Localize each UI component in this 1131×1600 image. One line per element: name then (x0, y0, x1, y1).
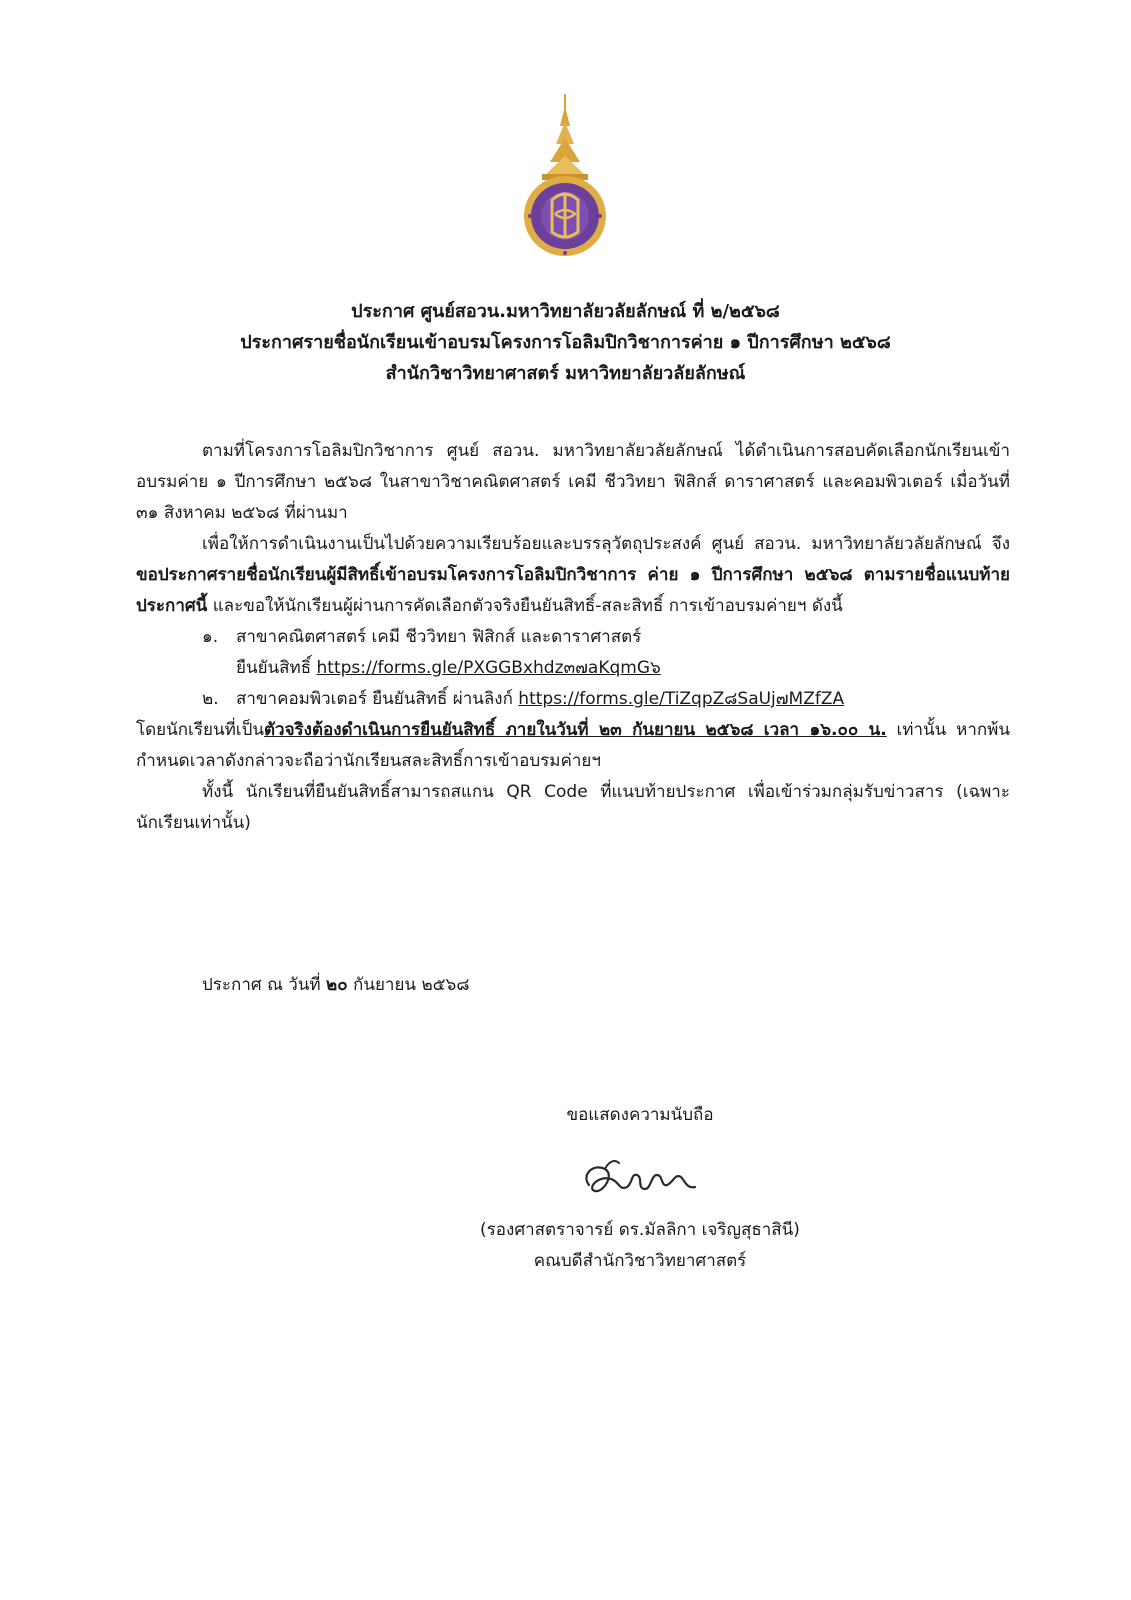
announcement-date (202, 970, 469, 1001)
university-seal-logo (522, 92, 608, 262)
list-item-science-confirm (136, 653, 1010, 684)
signer-name: (รองศาสตราจารย์ ดร.มัลลิกา เจริญสุธาสินี) (480, 1220, 800, 1240)
date-rest: กันยายน ๒๕๖๘ (347, 975, 470, 995)
paragraph-background: ตามที่โครงการโอลิมปิกวิชาการ ศูนย์ สอวน. มหาวิทยาลัยวลัยลักษณ์ ได้ดำเนินการสอบคัดเลือกนักเรียนเข้าอบรมค่าย ๑ ปีการศึกษา ๒๕๖๘ ในสาขาวิชาคณิตศาสตร์ เคมี ชีววิทยา ฟิสิกส์ ดาราศาสตร์ และคอมพิวเตอร์ เมื่อวันที่ ๓๑ สิงหาคม ๒๕๖๘ ที่ผ่านมา (136, 441, 1010, 523)
issuing-office-title: สำนักวิชาวิทยาศาสตร์ มหาวิทยาลัยวลัยลักษณ์ (385, 363, 746, 384)
list-item-number: ๒. (202, 689, 219, 709)
announcement-body (136, 436, 1010, 839)
paragraph-announcement-text-b: และขอให้นักเรียนผู้ผ่านการคัดเลือกตัวจริงยืนยันสิทธิ์-สละสิทธิ์ การเข้าอบรมค่ายฯ ดังนี้ (207, 596, 843, 616)
science-confirm-link[interactable]: https://forms.gle/PXGGBxhdz๓๗aKqmG๖ (316, 658, 661, 678)
paragraph-announcement-bold: ขอประกาศรายชื่อนักเรียนผู้มีสิทธิ์เข้าอบรมโครงการโอลิมปิกวิชาการ ค่าย ๑ ปีการศึกษา ๒๕๖๘ ตามรายชื่อแนบท้ายประกาศนี้ (136, 565, 1010, 616)
date-prefix: ประกาศ ณ วันที่ (202, 975, 327, 995)
announcement-subject-title: ประกาศรายชื่อนักเรียนเข้าอบรมโครงการโอลิมปิกวิชาการค่าย ๑ ปีการศึกษา ๒๕๖๘ (240, 332, 891, 353)
announcement-number-title: ประกาศ ศูนย์สอวน.มหาวิทยาลัยวลัยลักษณ์ ที่ ๒/๒๕๖๘ (351, 301, 780, 322)
paragraph-deadline (136, 715, 1010, 777)
paragraph-deadline-text-b: เท่านั้น หากพ้นกำหนดเวลาดังกล่าวจะถือว่านักเรียนสละสิทธิ์การเข้าอบรมค่ายฯ (136, 720, 1011, 771)
paragraph-deadline-bold: ตัวจริงต้องดำเนินการยืนยันสิทธิ์ ภายในวันที่ ๒๓ กันยายน ๒๕๖๘ เวลา ๑๖.๐๐ น. (264, 720, 887, 740)
paragraph-announcement (136, 529, 1010, 622)
paragraph-announcement-text-a: เพื่อให้การดำเนินงานเป็นไปด้วยความเรียบร้อยและบรรลุวัตถุประสงค์ ศูนย์ สอวน. มหาวิทยาลัยวลัยลักษณ์ จึง (202, 534, 1010, 554)
handwritten-signature (575, 1145, 705, 1205)
paragraph-deadline-text-a: โดยนักเรียนที่เป็น (136, 720, 264, 740)
signer-position: คณบดีสำนักวิชาวิทยาศาสตร์ (533, 1251, 747, 1271)
paragraph-qr-code: ทั้งนี้ นักเรียนที่ยืนยันสิทธิ์สามารถสแกน QR Code ที่แนบท้ายประกาศ เพื่อเข้าร่วมกลุ่มรับข่าวสาร (เฉพาะนักเรียนเท่านั้น) (136, 782, 1010, 833)
list-item-computer (136, 684, 1010, 715)
signature-block (290, 1100, 990, 1277)
confirm-label: ยืนยันสิทธิ์ (236, 658, 312, 678)
list-item-text: สาขาคณิตศาสตร์ เคมี ชีววิทยา ฟิสิกส์ และดาราศาสตร์ (236, 627, 642, 647)
list-item-science (136, 622, 1010, 653)
computer-confirm-link[interactable]: https://forms.gle/TiZqpZ๘SaUj๗MZfZA (518, 689, 845, 709)
date-day: ๒๐ (326, 975, 348, 995)
list-item-number: ๑. (202, 627, 219, 647)
list-item-text: สาขาคอมพิวเตอร์ ยืนยันสิทธิ์ ผ่านลิงก์ (236, 689, 513, 709)
closing-phrase: ขอแสดงความนับถือ (566, 1105, 714, 1125)
announcement-header (0, 296, 1131, 389)
